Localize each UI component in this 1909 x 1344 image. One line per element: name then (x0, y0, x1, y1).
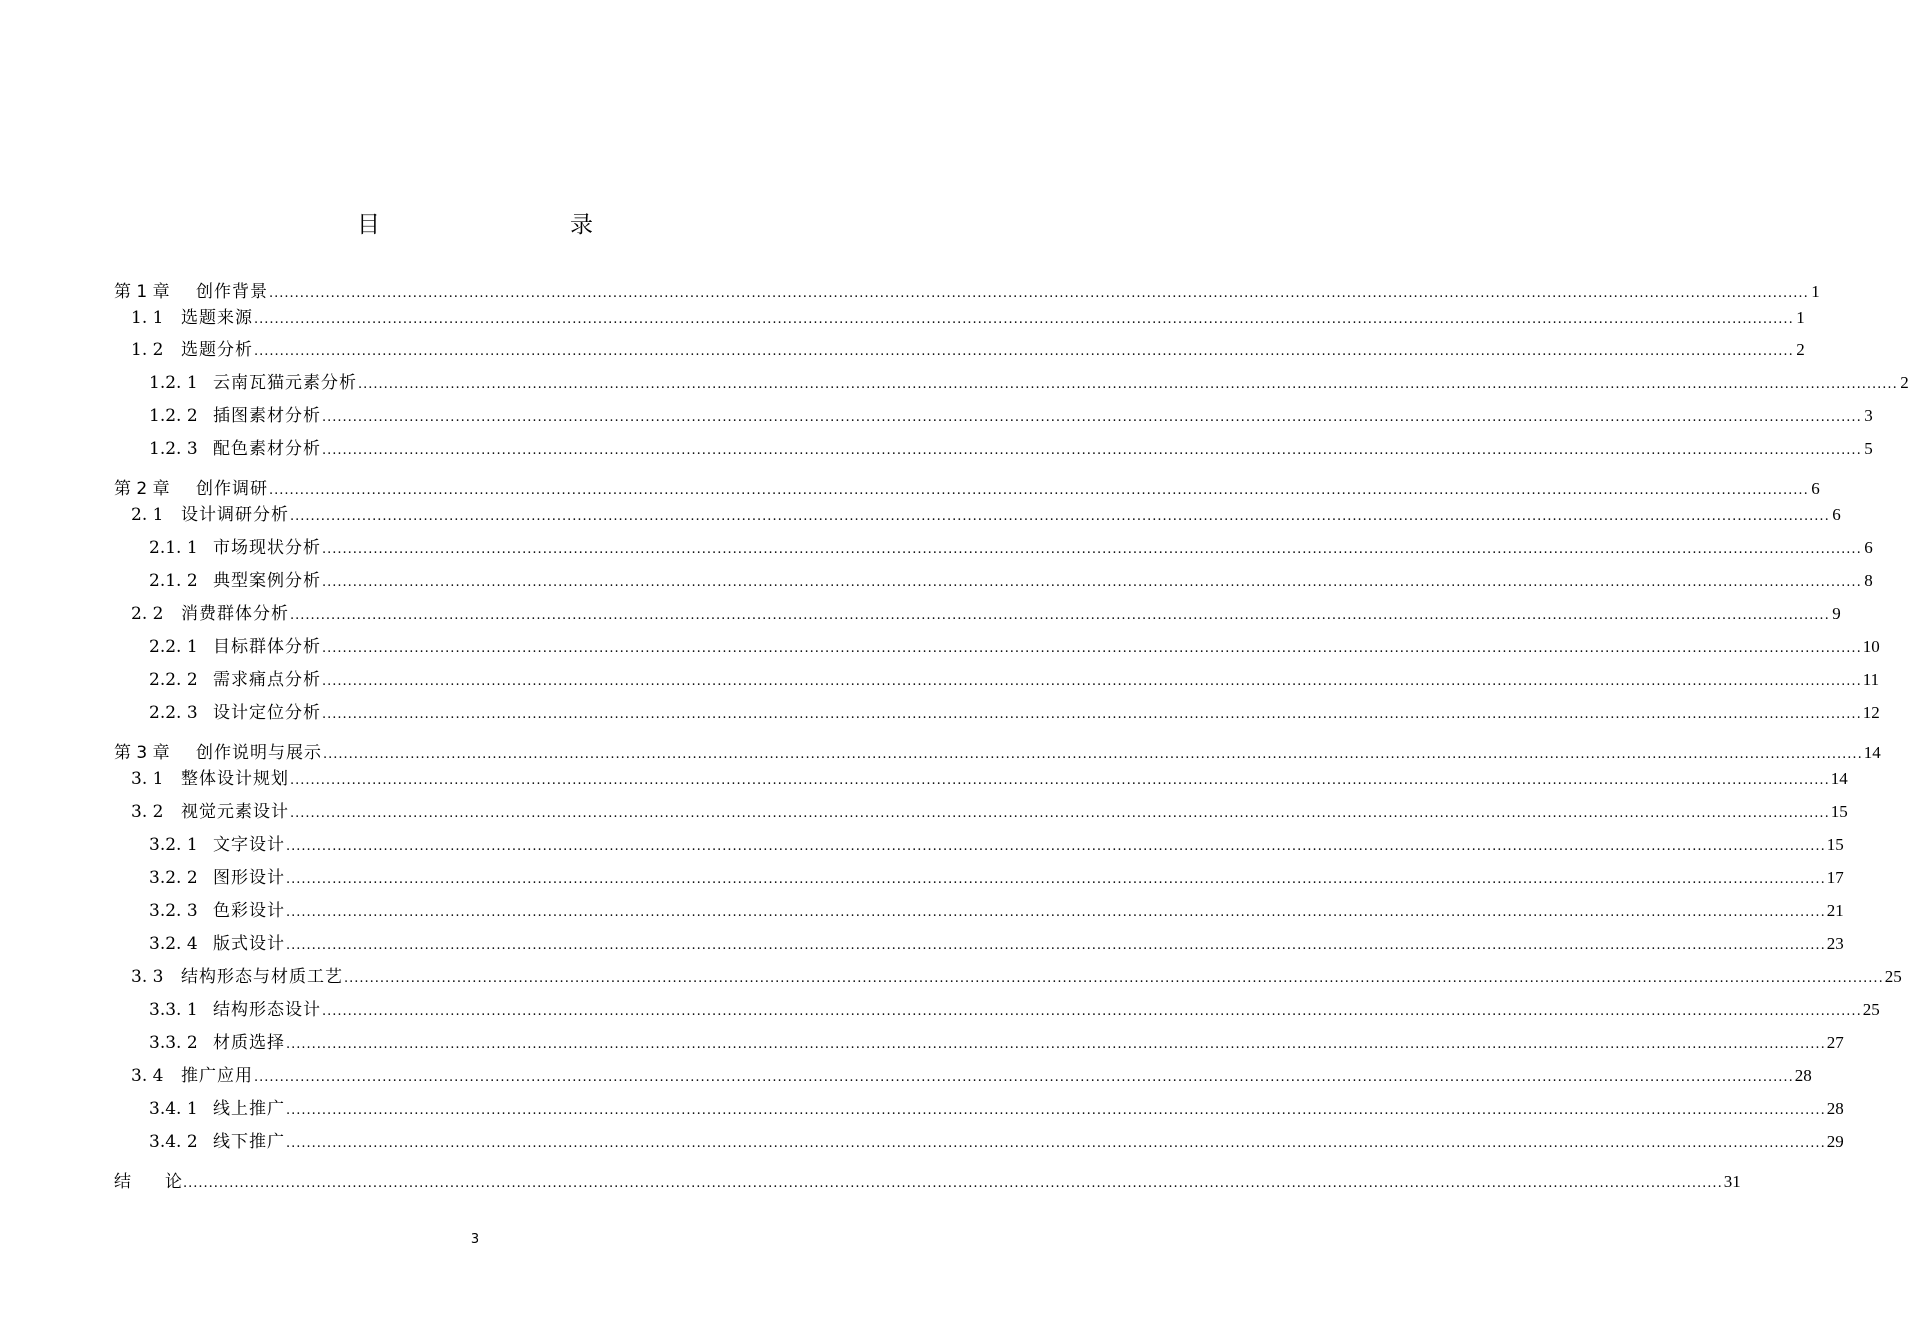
toc-entry-page: 12 (1862, 703, 1880, 722)
toc-entry-number: 1. 1 (131, 308, 164, 328)
toc-entry[interactable] (149, 833, 1844, 857)
toc-dot-leader: ............................................................................................................................................................................................................................................................................................................ (254, 344, 1794, 359)
toc-entry-page: 21 (1826, 901, 1844, 920)
toc-entry-number: 3.4. 2 (149, 1132, 198, 1152)
toc-entry-title: 设计定位分析 (213, 703, 321, 723)
toc-entry-title: 消费群体分析 (181, 604, 289, 624)
toc-entry[interactable] (131, 338, 1805, 362)
toc-entry-title: 线上推广 (213, 1099, 285, 1119)
toc-entry-page: 28 (1826, 1099, 1844, 1118)
toc-dot-leader: ............................................................................................................................................................................................................................................................................................................ (254, 312, 1794, 327)
toc-dot-leader: ............................................................................................................................................................................................................................................................................................................ (322, 641, 1862, 656)
toc-entry-number: 3. 1 (131, 769, 164, 789)
toc-dot-leader: ............................................................................................................................................................................................................................................................................................................ (358, 377, 1898, 392)
toc-entry[interactable] (131, 965, 1902, 989)
toc-entry-number: 1.2. 2 (149, 406, 198, 426)
toc-entry-page: 6 (1811, 479, 1820, 498)
toc-entry-page: 29 (1826, 1132, 1844, 1151)
toc-dot-leader: ............................................................................................................................................................................................................................................................................................................ (286, 839, 1826, 854)
page-title: 目 录 (357, 212, 641, 238)
toc-entry-number: 2. 1 (131, 505, 164, 525)
toc-entry-title: 创作调研 (196, 479, 268, 499)
toc-entry[interactable] (114, 280, 1820, 304)
toc-entry-page: 1 (1796, 308, 1805, 327)
toc-entry[interactable] (131, 1064, 1812, 1088)
toc-entry-page: 5 (1864, 439, 1873, 458)
toc-entry[interactable] (149, 1130, 1844, 1154)
toc-entry-title: 目标群体分析 (213, 637, 321, 657)
toc-entry-number: 1.2. 3 (149, 439, 198, 459)
toc-entry-number: 3.2. 2 (149, 868, 198, 888)
toc-entry[interactable] (131, 800, 1848, 824)
toc-entry-page: 17 (1826, 868, 1844, 887)
toc-entry-number: 2.2. 2 (149, 670, 198, 690)
toc-entry[interactable] (149, 701, 1880, 725)
toc-dot-leader: ............................................................................................................................................................................................................................................................................................................ (254, 1070, 1794, 1085)
toc-entry-title: 创作背景 (196, 282, 268, 302)
toc-entry-page: 11 (1862, 670, 1880, 689)
toc-entry[interactable] (131, 503, 1841, 527)
toc-dot-leader: ............................................................................................................................................................................................................................................................................................................ (322, 575, 1862, 590)
toc-entry-title: 云南瓦猫元素分析 (213, 373, 357, 393)
toc-entry[interactable] (149, 866, 1844, 890)
toc-entry-number: 第 3 章 (114, 743, 170, 763)
toc-entry-number: 3.2. 1 (149, 835, 198, 855)
toc-entry-number: 2. 2 (131, 604, 164, 624)
toc-entry-number: 2.2. 1 (149, 637, 198, 657)
toc-dot-leader: ............................................................................................................................................................................................................................................................................................................ (322, 1004, 1862, 1019)
toc-entry[interactable] (149, 371, 1909, 395)
toc-entry-title: 视觉元素设计 (181, 802, 289, 822)
toc-entry-title: 材质选择 (213, 1033, 285, 1053)
toc-dot-leader: ............................................................................................................................................................................................................................................................................................................ (183, 1176, 1723, 1191)
toc-dot-leader: ............................................................................................................................................................................................................................................................................................................ (322, 443, 1862, 458)
toc-entry-page: 6 (1864, 538, 1873, 557)
page-number: 3 (470, 1232, 480, 1247)
toc-entry-page: 2 (1796, 340, 1805, 359)
toc-entry-page: 14 (1830, 769, 1848, 788)
toc-entry[interactable] (149, 404, 1873, 428)
toc-entry-page: 14 (1863, 743, 1881, 762)
toc-entry-title: 选题分析 (181, 340, 253, 360)
toc-entry[interactable] (114, 741, 1881, 765)
toc-entry-title: 市场现状分析 (213, 538, 321, 558)
toc-dot-leader: ............................................................................................................................................................................................................................................................................................................ (290, 509, 1830, 524)
toc-entry-page: 1 (1811, 282, 1820, 301)
toc-dot-leader: ............................................................................................................................................................................................................................................................................................................ (344, 971, 1884, 986)
toc-entry-number: 3. 2 (131, 802, 164, 822)
toc-dot-leader: ............................................................................................................................................................................................................................................................................................................ (269, 286, 1809, 301)
toc-entry-number: 2.1. 1 (149, 538, 198, 558)
toc-entry[interactable] (149, 536, 1873, 560)
toc-entry[interactable] (149, 635, 1880, 659)
toc-entry-number: 第 2 章 (114, 479, 170, 499)
toc-dot-leader: ............................................................................................................................................................................................................................................................................................................ (286, 1136, 1826, 1151)
toc-dot-leader: ............................................................................................................................................................................................................................................................................................................ (290, 608, 1830, 623)
toc-entry[interactable] (114, 477, 1820, 501)
toc-entry-title: 图形设计 (213, 868, 285, 888)
toc-entry-title: 版式设计 (213, 934, 285, 954)
toc-entry-page: 27 (1826, 1033, 1844, 1052)
toc-entry-number: 3. 3 (131, 967, 164, 987)
toc-dot-leader: ............................................................................................................................................................................................................................................................................................................ (290, 773, 1830, 788)
toc-entry-page: 15 (1826, 835, 1844, 854)
toc-entry-number: 2.2. 3 (149, 703, 198, 723)
toc-entry-title: 色彩设计 (213, 901, 285, 921)
toc-entry-title: 推广应用 (181, 1066, 253, 1086)
toc-entry-page: 6 (1832, 505, 1841, 524)
toc-dot-leader: ............................................................................................................................................................................................................................................................................................................ (322, 674, 1862, 689)
toc-entry-title: 线下推广 (213, 1132, 285, 1152)
toc-entry[interactable] (149, 998, 1880, 1022)
toc-entry[interactable] (131, 767, 1848, 791)
toc-entry-title: 插图素材分析 (213, 406, 321, 426)
toc-entry[interactable] (149, 668, 1880, 692)
toc-entry-number: 3.3. 2 (149, 1033, 198, 1053)
toc-entry-page: 28 (1794, 1066, 1812, 1085)
toc-entry-page: 25 (1862, 1000, 1880, 1019)
toc-dot-leader: ............................................................................................................................................................................................................................................................................................................ (323, 747, 1863, 762)
toc-entry[interactable] (149, 1031, 1844, 1055)
toc-dot-leader: ............................................................................................................................................................................................................................................................................................................ (286, 905, 1826, 920)
toc-entry[interactable] (149, 899, 1844, 923)
toc-entry-title: 配色素材分析 (213, 439, 321, 459)
toc-entry[interactable] (149, 437, 1873, 461)
toc-entry-number: 1. 2 (131, 340, 164, 360)
toc-entry-title: 创作说明与展示 (196, 743, 322, 763)
toc-entry-page: 15 (1830, 802, 1848, 821)
toc-dot-leader: ............................................................................................................................................................................................................................................................................................................ (290, 806, 1830, 821)
toc-entry-page: 23 (1826, 934, 1844, 953)
toc-entry-title: 需求痛点分析 (213, 670, 321, 690)
toc-dot-leader: ............................................................................................................................................................................................................................................................................................................ (269, 483, 1809, 498)
toc-dot-leader: ............................................................................................................................................................................................................................................................................................................ (286, 872, 1826, 887)
toc-entry-page: 8 (1864, 571, 1873, 590)
toc-entry-title: 文字设计 (213, 835, 285, 855)
toc-entry-page: 10 (1862, 637, 1880, 656)
toc-entry-title: 结构形态与材质工艺 (181, 967, 343, 987)
toc-entry-page: 31 (1723, 1172, 1741, 1191)
toc-entry-title: 典型案例分析 (213, 571, 321, 591)
toc-entry[interactable] (149, 932, 1844, 956)
toc-entry[interactable] (149, 1097, 1844, 1121)
toc-entry-number: 3. 4 (131, 1066, 164, 1086)
toc-entry-number: 2.1. 2 (149, 571, 198, 591)
toc-dot-leader: ............................................................................................................................................................................................................................................................................................................ (322, 542, 1862, 557)
toc-entry-number: 结 论 (114, 1172, 182, 1192)
toc-entry-number: 3.4. 1 (149, 1099, 198, 1119)
toc-entry[interactable] (114, 1170, 1741, 1194)
toc-entry-title: 选题来源 (181, 308, 253, 328)
toc-dot-leader: ............................................................................................................................................................................................................................................................................................................ (286, 1103, 1826, 1118)
toc-entry-title: 结构形态设计 (213, 1000, 321, 1020)
toc-dot-leader: ............................................................................................................................................................................................................................................................................................................ (286, 1037, 1826, 1052)
toc-entry-title: 整体设计规划 (181, 769, 289, 789)
toc-entry-number: 3.2. 3 (149, 901, 198, 921)
toc-entry-number: 3.2. 4 (149, 934, 198, 954)
toc-entry-title: 设计调研分析 (181, 505, 289, 525)
toc-dot-leader: ............................................................................................................................................................................................................................................................................................................ (322, 410, 1862, 425)
toc-entry-number: 1.2. 1 (149, 373, 198, 393)
toc-entry[interactable] (131, 306, 1805, 330)
toc-entry-page: 25 (1884, 967, 1902, 986)
toc-dot-leader: ............................................................................................................................................................................................................................................................................................................ (322, 707, 1862, 722)
toc-entry[interactable] (149, 569, 1873, 593)
toc-entry-page: 3 (1864, 406, 1873, 425)
toc-entry-number: 第 1 章 (114, 282, 170, 302)
toc-entry-number: 3.3. 1 (149, 1000, 198, 1020)
toc-dot-leader: ............................................................................................................................................................................................................................................................................................................ (286, 938, 1826, 953)
toc-entry-page: 2 (1900, 373, 1909, 392)
toc-entry[interactable] (131, 602, 1841, 626)
toc-entry-page: 9 (1832, 604, 1841, 623)
